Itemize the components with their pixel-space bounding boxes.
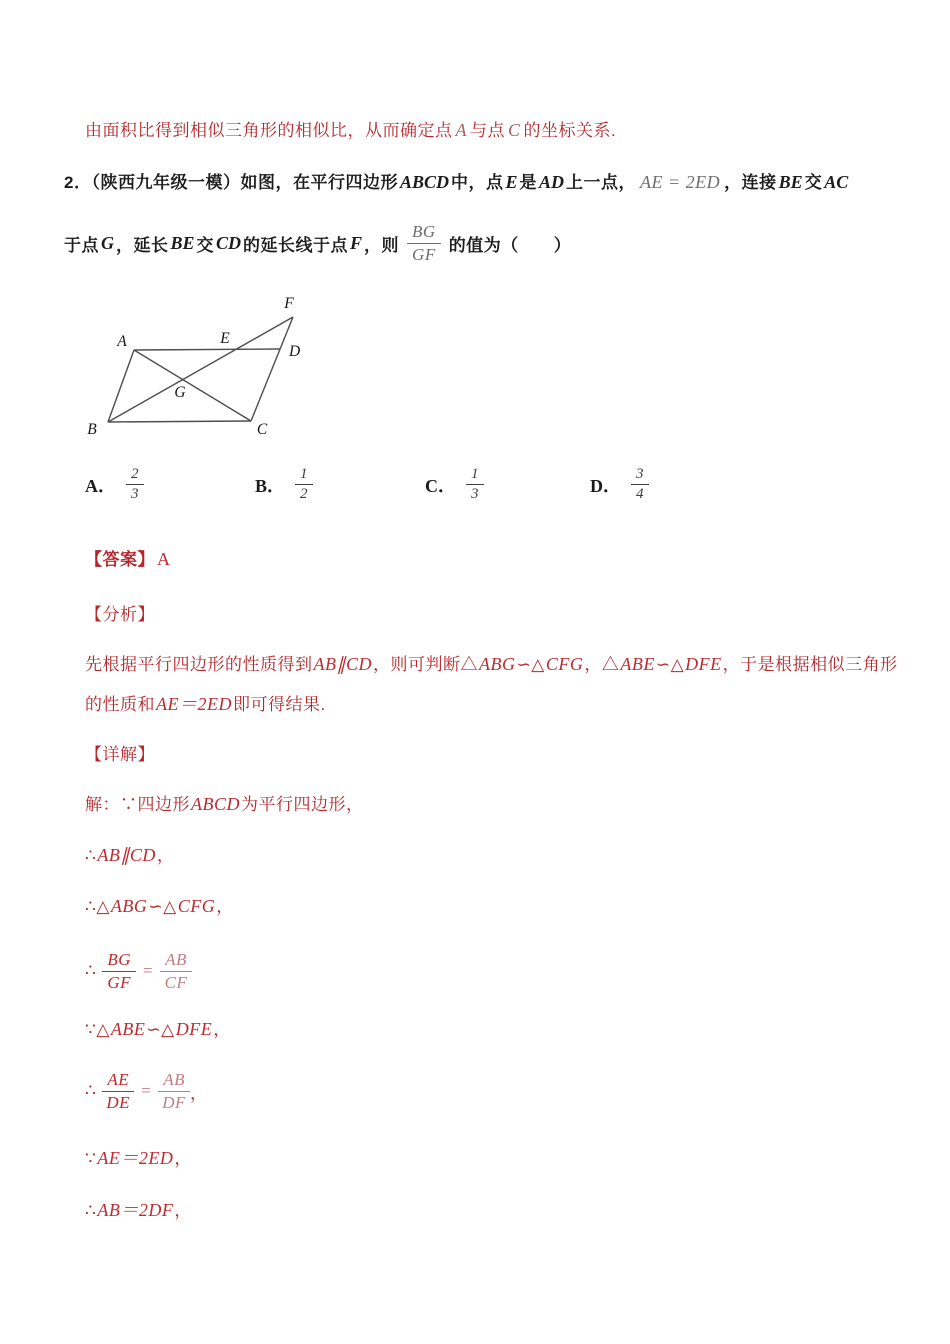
solution-step-5 <box>85 1015 231 1040</box>
var-ae-2ed: AE＝2ED <box>156 694 232 714</box>
solution-step-6 <box>85 1058 207 1124</box>
choice-a <box>85 466 144 504</box>
fraction-ae-de <box>102 1070 134 1112</box>
solution-text: 为平行四边形， <box>241 795 364 814</box>
var-ab-parallel-cd: AB∥CD <box>97 845 156 865</box>
solution-step-2 <box>85 841 174 866</box>
solution-text: 解：∵四边形 <box>85 795 190 814</box>
var-ac: AC <box>824 172 849 192</box>
solution-text: ， <box>174 1201 192 1220</box>
var-cd: CD <box>216 232 242 253</box>
choice-fraction <box>295 466 313 504</box>
geometry-figure <box>78 292 313 457</box>
problem-text: 的延长线于点 <box>243 235 349 255</box>
var-g: G <box>101 232 114 253</box>
fraction-denominator: CF <box>164 972 188 992</box>
solution-tag: 【详解】 <box>85 745 155 764</box>
fraction-ab-cf <box>160 950 192 992</box>
fraction-numerator: 1 <box>466 466 484 485</box>
problem-text: ，连接 <box>724 173 777 192</box>
solution-step-1 <box>85 790 364 815</box>
fraction-denominator: 2 <box>300 486 308 503</box>
therefore-symbol: ∴△ <box>85 897 110 916</box>
therefore-symbol: ∴ <box>85 1081 97 1100</box>
var-e: E <box>505 172 518 192</box>
var-dfe: DFE <box>685 654 722 674</box>
solution-text: ， <box>174 1149 192 1168</box>
diagonal-ac <box>134 350 251 421</box>
var-abg: ABG <box>479 654 516 674</box>
choice-d <box>590 466 649 504</box>
therefore-symbol: ∴ <box>85 846 97 865</box>
var-be: BE <box>778 172 803 192</box>
var-be: BE <box>170 232 195 253</box>
choice-c <box>425 466 484 504</box>
analysis-text: 先根据平行四边形的性质得到 <box>85 655 313 674</box>
solution-text: ， <box>156 846 175 865</box>
analysis-line-2 <box>85 690 326 716</box>
equals-sign: = <box>141 1081 152 1100</box>
problem-line-2 <box>64 214 571 272</box>
var-abcd: ABCD <box>191 794 240 814</box>
fraction-denominator: GF <box>107 972 131 992</box>
label-f: F <box>284 295 294 312</box>
problem-text: 上一点， <box>566 173 637 192</box>
analysis-tag: 【分析】 <box>85 605 155 624</box>
fraction-numerator: BG <box>102 950 136 972</box>
fraction-numerator: 3 <box>631 466 649 485</box>
choice-letter: D． <box>590 475 621 496</box>
var-abe: ABE <box>620 654 655 674</box>
problem-text: ，延长 <box>116 235 169 255</box>
choices-row <box>0 466 950 518</box>
fraction-bg-gf <box>403 222 445 264</box>
fraction-numerator: AB <box>160 950 192 972</box>
problem-text: 的值为（ ） <box>448 235 572 255</box>
choice-letter: A． <box>85 475 116 496</box>
fraction-numerator: AB <box>158 1070 190 1092</box>
var-abe: ABE <box>110 1019 146 1039</box>
fraction-numerator: 2 <box>126 466 144 485</box>
solution-text: ， <box>213 1020 231 1039</box>
analysis-line-1 <box>85 650 898 675</box>
similar-symbol: ∽△ <box>148 897 177 916</box>
choice-fraction <box>126 466 144 504</box>
intro-text-2: 与点 <box>470 121 505 140</box>
analysis-text: ，于是根据相似三角形 <box>722 655 898 674</box>
solution-text: ， <box>189 1083 208 1103</box>
because-symbol: ∵ <box>85 1149 97 1168</box>
var-cfg: CFG <box>177 896 216 916</box>
intro-line <box>85 116 616 141</box>
similar-symbol: ∽△ <box>146 1020 175 1039</box>
label-c: C <box>256 421 268 438</box>
parallelogram-diagram <box>78 292 313 452</box>
intro-text-1: 由面积比得到相似三角形的相似比，从而确定点 <box>85 121 453 140</box>
analysis-text: 即可得结果. <box>232 695 326 714</box>
label-d: D <box>289 343 301 360</box>
problem-text: 是 <box>519 173 538 192</box>
answer-line <box>85 545 172 570</box>
problem-text: 于点 <box>64 235 99 255</box>
fraction-bg-gf <box>102 950 136 992</box>
choice-letter: C． <box>425 475 456 496</box>
analysis-text: ∽△ <box>655 655 685 674</box>
choice-fraction <box>631 466 649 504</box>
choice-b <box>255 466 313 504</box>
problem-text: （陕西九年级一模）如图，在平行四边形 <box>91 173 398 192</box>
fraction-denominator: 3 <box>471 486 479 503</box>
fraction-ab-df <box>158 1070 190 1112</box>
solution-text: ， <box>216 897 234 916</box>
solution-step-3 <box>85 892 234 917</box>
solution-step-8 <box>85 1196 192 1222</box>
problem-text: 交 <box>196 235 215 255</box>
label-b: B <box>87 421 97 438</box>
var-cfg: CFG <box>545 654 584 674</box>
choice-fraction <box>466 466 484 504</box>
var-abg: ABG <box>110 896 148 916</box>
label-e: E <box>220 330 230 347</box>
side-cd-extended-to-f <box>251 317 293 421</box>
choice-letter: B． <box>255 475 286 496</box>
var-ad: AD <box>539 172 565 192</box>
var-ae-2ed: AE＝2ED <box>97 1148 174 1168</box>
intro-var-c: C <box>508 120 521 140</box>
fraction-denominator: 3 <box>131 486 139 503</box>
side-bc <box>108 421 251 422</box>
analysis-text: ，△ <box>584 655 620 674</box>
fraction-denominator: 4 <box>636 486 644 503</box>
var-ab-2df: AB＝2DF <box>97 1200 174 1220</box>
side-ad <box>134 349 280 350</box>
var-f: F <box>350 232 363 253</box>
therefore-symbol: ∴ <box>85 961 97 980</box>
side-ab <box>108 350 134 422</box>
fraction-denominator: DF <box>162 1092 186 1112</box>
fraction-numerator: BG <box>407 222 441 244</box>
because-symbol: ∵△ <box>85 1020 110 1039</box>
answer-tag: 【答案】 <box>85 550 155 569</box>
solution-step-7 <box>85 1144 192 1170</box>
label-a: A <box>117 333 127 350</box>
analysis-text: ∽△ <box>516 655 545 674</box>
analysis-text: ，则可判断△ <box>373 655 478 674</box>
solution-step-4 <box>85 938 192 1004</box>
line-bf <box>108 317 293 422</box>
fraction-numerator: AE <box>102 1070 134 1092</box>
problem-text: ，则 <box>364 235 400 255</box>
label-g: G <box>174 384 186 401</box>
problem-text: 交 <box>804 173 823 192</box>
therefore-symbol: ∴ <box>85 1201 97 1220</box>
problem-text: 中，点 <box>451 173 504 192</box>
fraction-numerator: 1 <box>295 466 313 485</box>
intro-var-a: A <box>455 120 467 140</box>
problem-line-1 <box>64 168 850 193</box>
var-abcd: ABCD <box>399 172 449 192</box>
intro-text-3: 的坐标关系. <box>523 121 617 140</box>
problem-number: 2． <box>64 173 92 192</box>
fraction-denominator: DE <box>106 1092 131 1112</box>
equals-sign: = <box>143 961 154 980</box>
answer-value: A <box>157 549 170 569</box>
equation-ae-2ed: AE = 2ED <box>640 172 721 192</box>
var-ab-cd: AB∥CD <box>313 654 372 674</box>
fraction-denominator: GF <box>412 244 436 264</box>
var-dfe: DFE <box>175 1019 213 1039</box>
analysis-text: 的性质和 <box>85 695 155 714</box>
